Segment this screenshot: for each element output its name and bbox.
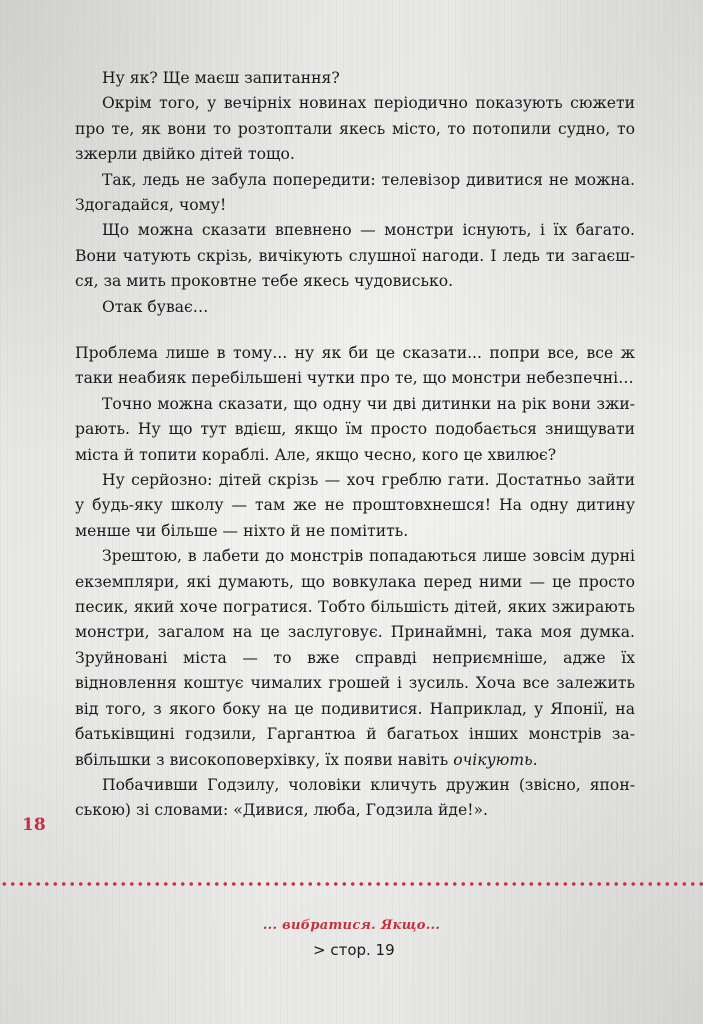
text-block-2 bbox=[75, 341, 635, 824]
paragraph: Побачивши Годзилу, чоловіки кличуть дружин (звісно, японською) зі словами: «Дивися, люба, Годзила йде!». bbox=[75, 775, 635, 820]
next-page-link[interactable]: > стор. 19 bbox=[313, 941, 395, 959]
paragraph: Що можна сказати впевнено — монстри існують, і їх багато. Вони чатують скрізь, вичікують слушної нагоди. І ледь ти загаєшся, за мить проковтне тебе якесь чудовисько. bbox=[75, 221, 635, 291]
text-block-1 bbox=[75, 66, 635, 320]
paragraph: Ну як? Ще маєш запитання? bbox=[102, 69, 340, 87]
paragraph-end: . bbox=[532, 750, 538, 769]
paragraph: Так, ледь не забула попередити: телевізор дивитися не можна. Здогадайся, чому! bbox=[75, 170, 635, 215]
paragraph: Ну серйозно: дітей скрізь — хоч греблю гати. Достатньо зайти у будь-яку школу — там же не проштовхнешся! На одну дитину менше чи більше — ніхто й не помітить. bbox=[75, 471, 635, 540]
paragraph-with-emphasis bbox=[75, 544, 635, 773]
paragraph: Точно можна сказати, що одну чи дві дитинки на рік вони зжирають. Ну що тут вдієш, якщо їм просто подобається знищувати міста й топити кораблі. Але, якщо чесно, кого це хвилює? bbox=[75, 394, 635, 464]
paragraph: Окрім того, у вечірніх новинах періодично показують сюжети про те, як вони то розтоптали якесь місто, то потопили судно, то зжерли двійко дітей тощо. bbox=[75, 94, 635, 164]
paragraph-text: Зрештою, в лабети до монстрів попадаються лише зовсім дурні екземпляри, які думають, що вовкулака перед ними — це просто песик, який хоче погратися. Тобто більшість дітей, яких зжирають монстри, загалом на це заслуговує. Принаймні, така моя думка. Зруйновані міста — то вже справді неприємніше, адже їх відновлення коштує чималих грошей і зусиль. Хоча все залежить від того, з якого боку на це подивитися. Наприклад, у Японії, на батьківщині годзили, Гаргантюа й багатьох інших монстрів завбільшки з високоповерхівку, їх появи навіть bbox=[75, 547, 635, 769]
page-number: 18 bbox=[22, 815, 46, 835]
paragraph: Отак буває… bbox=[102, 297, 209, 316]
paragraph-lead: Проблема лише в тому... ну як би це сказати... попри все, все ж таки неабияк перебільшені чутки про те, що монстри небезпечні… bbox=[75, 344, 635, 388]
continuation-teaser: ... вибратися. Якщо... bbox=[262, 918, 441, 933]
emphasis-word: очікують bbox=[453, 750, 533, 769]
dotted-divider bbox=[0, 882, 703, 886]
